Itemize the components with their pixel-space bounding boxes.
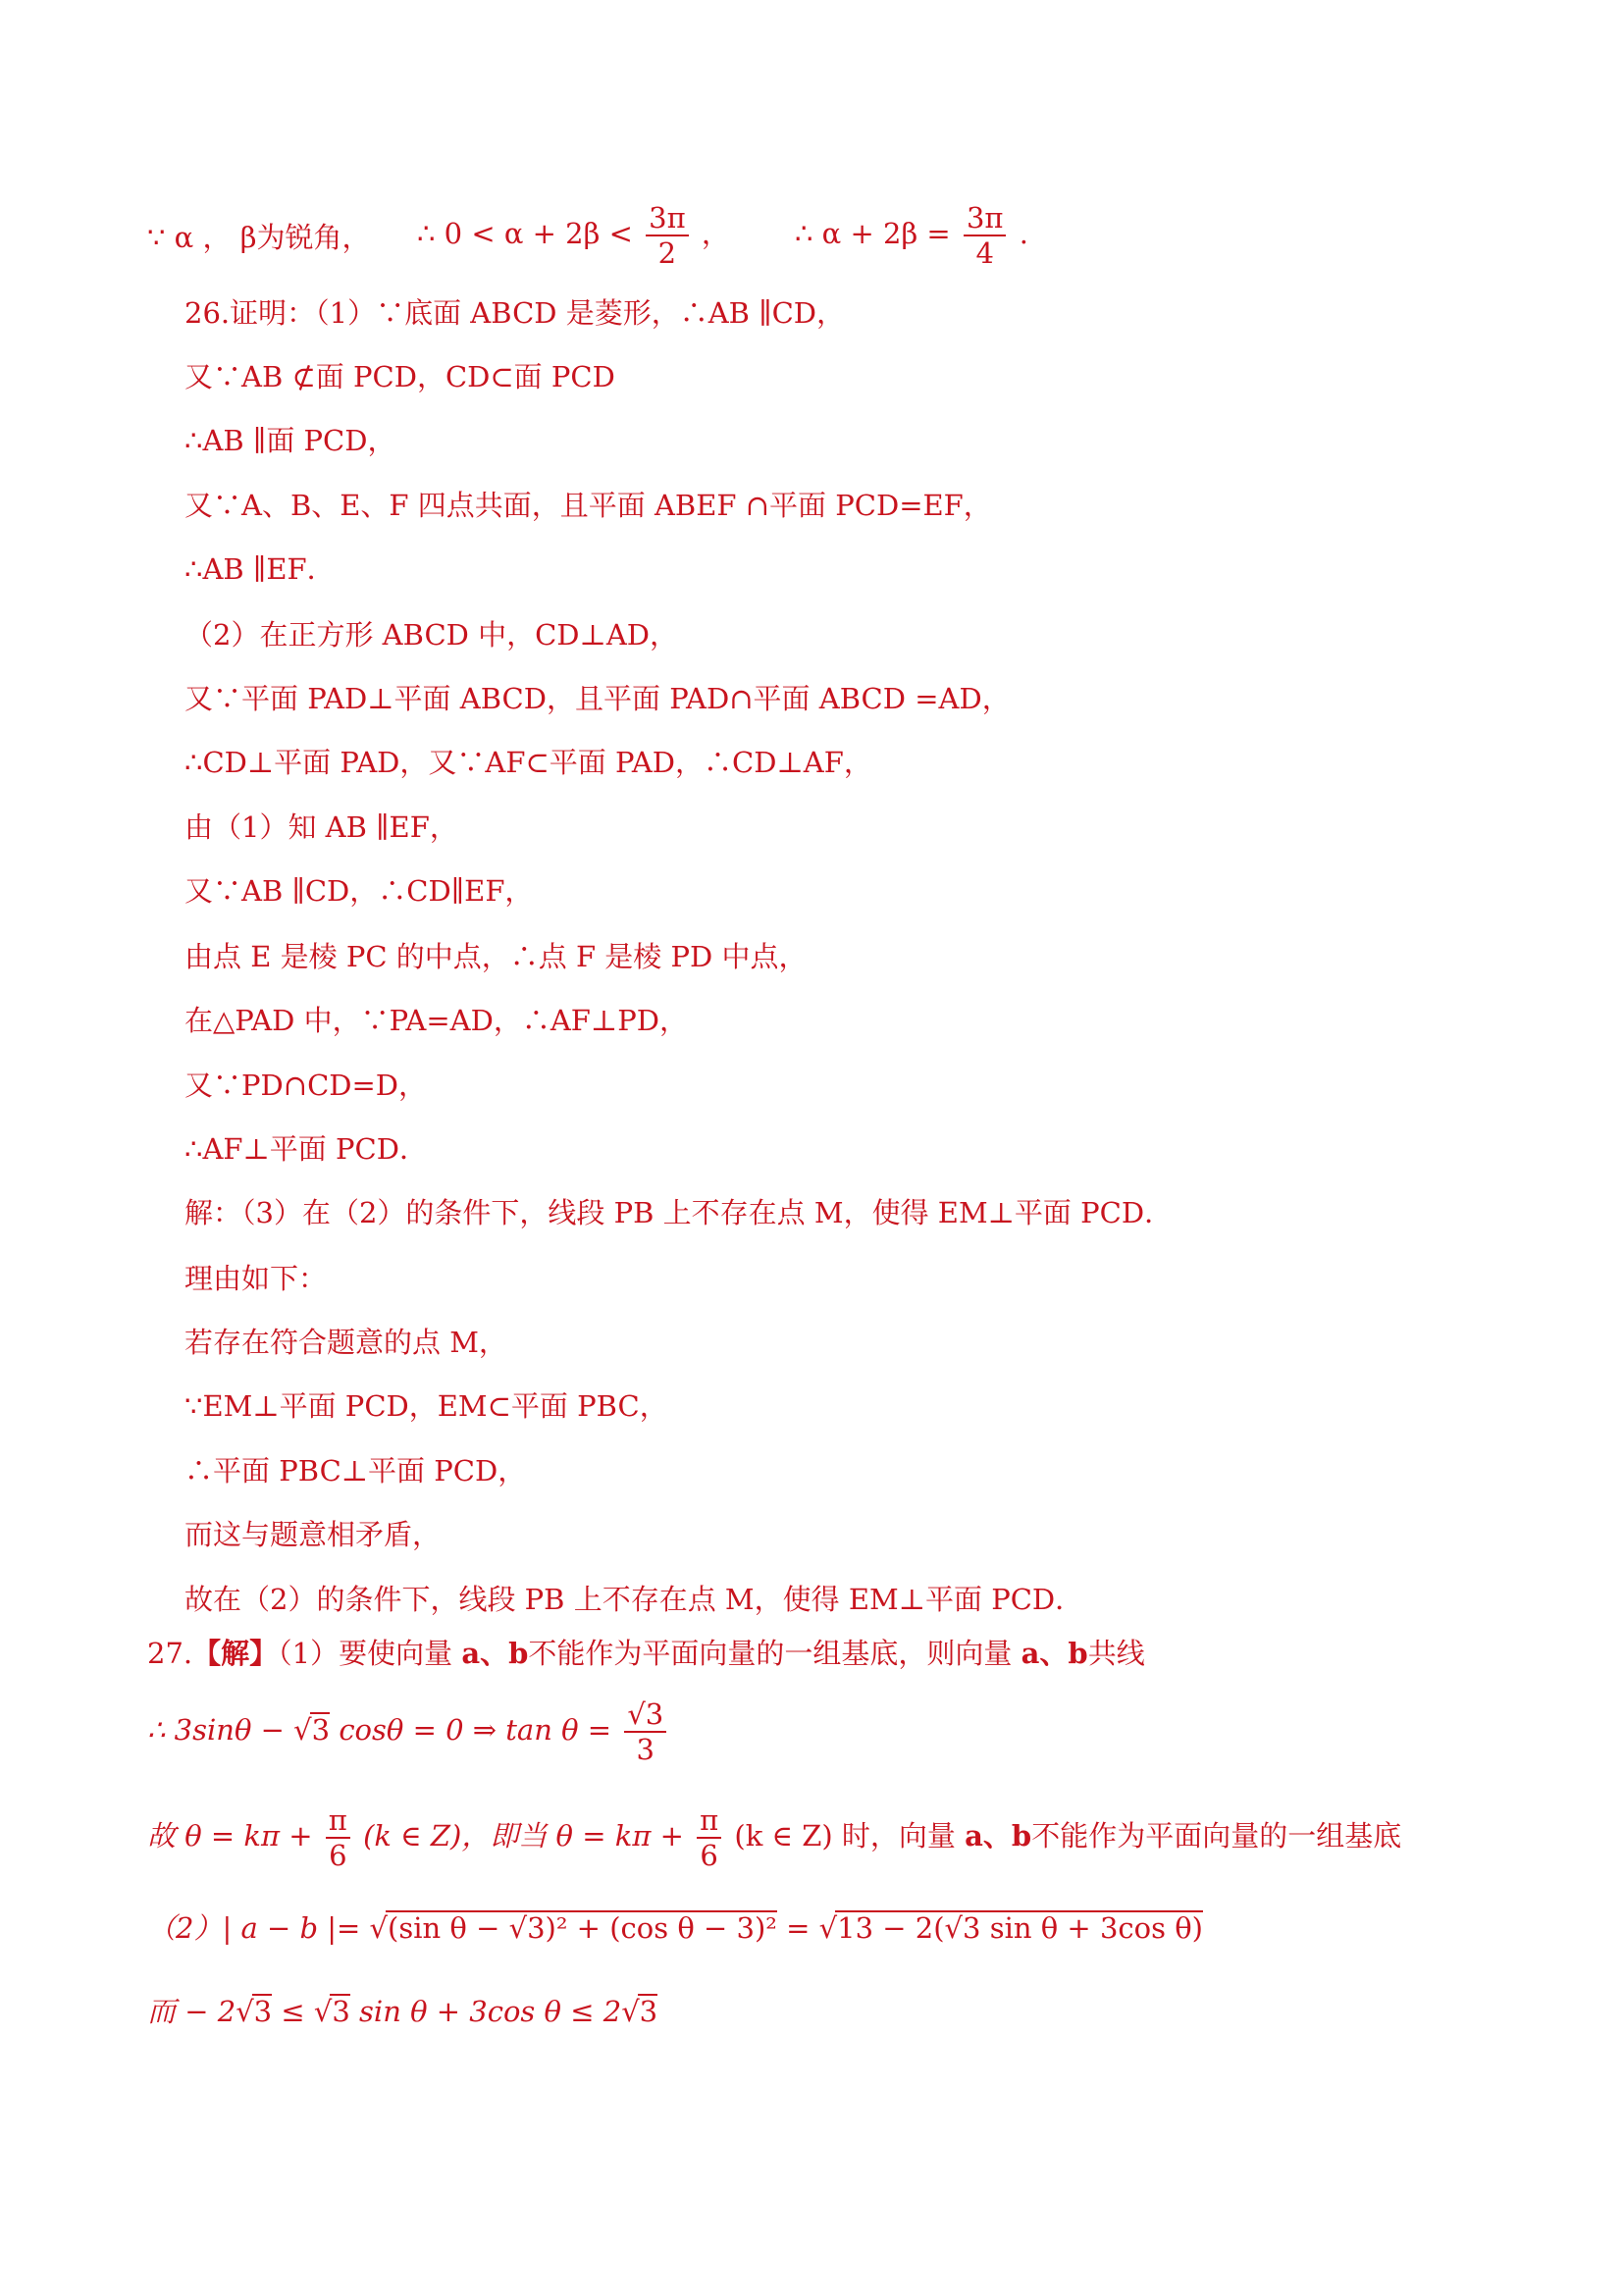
q27-text-3: 共线 <box>1087 1637 1145 1670</box>
eq26-c: sin θ + 3cos θ ≤ 2 <box>359 1995 622 2028</box>
line-11: 由点 E 是棱 PC 的中点，∴点 F 是棱 PD 中点， <box>184 940 808 973</box>
line-10: 又∵AB ∥CD，∴CD∥EF， <box>184 874 534 908</box>
line-22 <box>147 1634 1145 1673</box>
line-7: 又∵平面 PAD⊥平面 ABCD，且平面 PAD∩平面 ABCD =AD， <box>184 682 1011 715</box>
line-6: （2）在正方形 ABCD 中，CD⊥AD， <box>184 618 679 652</box>
vectors-ab-2: a、b <box>1021 1637 1088 1670</box>
eq26-a: 而 − 2 <box>147 1995 236 2028</box>
sqrt-expr-2: 13 − 2(√3 sin θ + 3cos θ) <box>837 1911 1203 1945</box>
frac-num: 3π <box>646 201 689 236</box>
frac-num: √3 <box>624 1697 666 1733</box>
line-0-ineq <box>417 201 730 270</box>
line-24 <box>147 1803 1401 1872</box>
eq-end: . <box>1019 217 1028 250</box>
line-9: 由（1）知 AB ∥EF， <box>184 810 458 844</box>
line-2: 又∵AB ⊄面 PCD，CD⊂面 PCD <box>184 360 615 393</box>
eq24-c: (k ∈ Z) 时，向量 <box>734 1819 956 1852</box>
line-4: 又∵A、B、E、F 四点共面，且平面 ABEF ∩平面 PCD=EF， <box>184 489 992 522</box>
line-13: 又∵PD∩CD=D， <box>184 1069 428 1102</box>
frac-den: 6 <box>329 1839 347 1872</box>
q27-solution-tag: 【解】 <box>192 1637 279 1670</box>
frac-num: π <box>697 1803 721 1839</box>
vectors-ab-3: a、b <box>965 1819 1032 1852</box>
eq24-d: 不能作为平面向量的一组基底 <box>1031 1819 1402 1852</box>
frac-den: 3 <box>636 1733 654 1766</box>
q27-text-1: （1）要使向量 <box>278 1637 453 1670</box>
frac-den: 2 <box>657 236 677 270</box>
eq25-a: （2）| a − b |= <box>147 1911 361 1945</box>
eq25-c: = <box>786 1911 811 1945</box>
frac-3pi-2 <box>646 201 689 270</box>
line-26: 而 − 2√3 ≤ √3 sin θ + 3cos θ ≤ 2√3 <box>147 1995 658 2028</box>
eq-left: ∴ α + 2β = <box>795 217 951 250</box>
eq24-a: 故 θ = kπ + <box>147 1819 313 1852</box>
line-14: ∴AF⊥平面 PCD． <box>184 1132 428 1166</box>
line-3: ∴AB ∥面 PCD， <box>184 424 396 457</box>
sqrt-3-c: 3 <box>639 1995 658 2028</box>
frac-num: 3π <box>964 201 1007 236</box>
line-25: （2）| a − b |= √(sin θ − √3)² + (cos θ − 3)² = √13 − 2(√3 sin θ + 3cos θ) <box>147 1911 1203 1945</box>
frac-3pi-4 <box>964 201 1007 270</box>
eq24-b: (k ∈ Z)，即当 θ = kπ + <box>363 1819 684 1852</box>
q27-number: 27. <box>147 1637 193 1670</box>
sqrt-3-a: 3 <box>253 1995 273 2028</box>
frac-num: π <box>326 1803 350 1839</box>
line-23: ∴ 3sinθ − √3 cosθ = 0 ⇒ tan θ = $\frac{√3}{3}$ <box>147 1697 670 1766</box>
ineq-comma: ， <box>701 217 730 250</box>
frac-pi-6 <box>326 1803 350 1872</box>
line-20: 而这与题意相矛盾， <box>184 1518 442 1551</box>
line-0 <box>147 218 370 257</box>
line-17: 若存在符合题意的点 M， <box>184 1326 507 1359</box>
line-5: ∴AB ∥EF． <box>184 552 336 586</box>
line-0-eq <box>795 201 1028 270</box>
line-16: 理由如下： <box>184 1262 328 1295</box>
eq26-b: ≤ <box>281 1995 305 2028</box>
sqrt-3: 3 <box>311 1713 331 1747</box>
frac-pi-6-2 <box>697 1803 721 1872</box>
sqrt-3-b: 3 <box>332 1995 350 2028</box>
line-8: ∴CD⊥平面 PAD，又∵AF⊂平面 PAD，∴CD⊥AF， <box>184 746 872 779</box>
eq23-mid: cosθ = 0 ⇒ tan θ = <box>339 1713 612 1747</box>
line-1: 26.证明：（1）∵底面 ABCD 是菱形，∴AB ∥CD， <box>184 296 846 330</box>
eq23-left: ∴ 3sinθ − <box>147 1713 285 1747</box>
ineq-left: ∴ 0 < α + 2β < <box>417 217 633 250</box>
line-15: 解：（3）在（2）的条件下，线段 PB 上不存在点 M，使得 EM⊥平面 PCD． <box>184 1196 1174 1229</box>
line-19: ∴平面 PBC⊥平面 PCD， <box>184 1454 527 1487</box>
frac-den: 4 <box>975 236 994 270</box>
line-18: ∵EM⊥平面 PCD，EM⊂平面 PBC， <box>184 1389 668 1423</box>
line-0-given: ∵ α ， β为锐角， <box>147 221 371 254</box>
frac-den: 6 <box>700 1839 718 1872</box>
vectors-ab-1: a、b <box>461 1637 529 1670</box>
line-12: 在△PAD 中，∵PA=AD，∴AF⊥PD， <box>184 1004 688 1037</box>
q27-text-2: 不能作为平面向量的一组基底，则向量 <box>528 1637 1013 1670</box>
frac-sqrt3-3 <box>624 1697 666 1766</box>
line-21: 故在（2）的条件下，线段 PB 上不存在点 M，使得 EM⊥平面 PCD． <box>184 1583 1084 1616</box>
sqrt-expr-1: (sin θ − √3)² + (cos θ − 3)² <box>388 1911 777 1945</box>
